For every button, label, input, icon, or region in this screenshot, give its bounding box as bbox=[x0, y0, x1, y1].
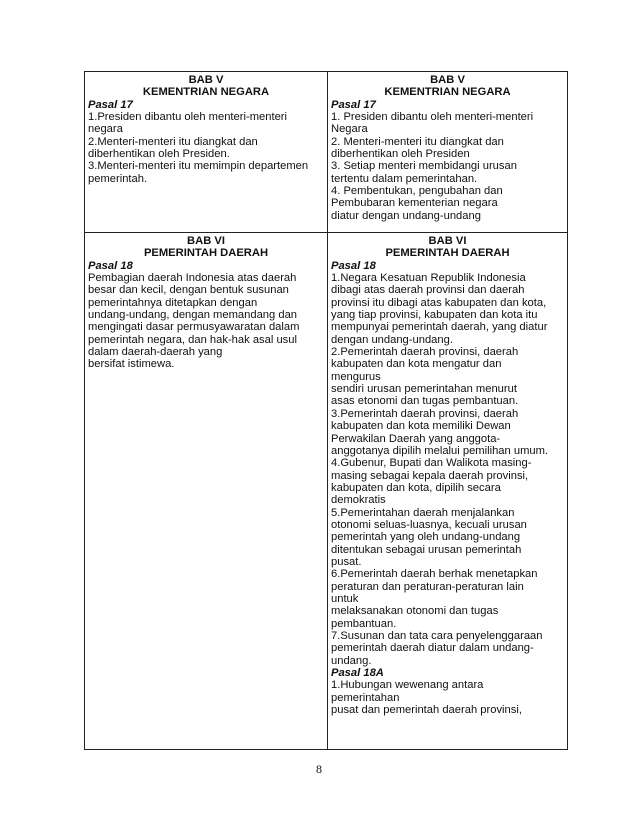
text-line: mempunyai pemerintah daerah, yang diatur bbox=[331, 321, 548, 334]
comparison-table bbox=[84, 71, 568, 750]
text-line: tertentu dalam pemerintahan. bbox=[331, 172, 478, 185]
chapter-title: KEMENTRIAN NEGARA bbox=[142, 86, 270, 99]
text-line: melaksanakan otonomi dan tugas bbox=[331, 605, 499, 618]
chapter-title: KEMENTRIAN NEGARA bbox=[384, 86, 511, 99]
text-line: dengan undang-undang. bbox=[331, 333, 453, 346]
text-line: 3.Menteri-menteri itu memimpin departemen bbox=[88, 160, 309, 173]
text-line: otonomi seluas-luasnya, kecuali urusan bbox=[331, 518, 527, 531]
text-line: bersifat istimewa. bbox=[88, 358, 175, 371]
text-line: 6.Pemerintah daerah berhak menetapkan bbox=[331, 568, 538, 581]
text-line: pemerintahnya ditetapkan dengan bbox=[88, 296, 258, 309]
text-line: kabupaten dan kota, dipilih secara bbox=[331, 481, 501, 494]
table-row bbox=[85, 233, 568, 750]
text-line: untuk bbox=[331, 592, 359, 605]
text-line: kabupaten dan kota mengatur dan bbox=[331, 358, 502, 371]
text-line: negara bbox=[88, 123, 123, 136]
text-line: pemerintah daerah diatur dalam undang- bbox=[331, 642, 534, 655]
right-cell bbox=[328, 72, 568, 233]
text-line: mengingati dasar permusyawaratan dalam bbox=[88, 321, 300, 334]
text-line: mengurus bbox=[331, 370, 381, 383]
text-line: pemerintah yang oleh undang-undang bbox=[331, 531, 521, 544]
text-line: 1.Hubungan wewenang antara bbox=[331, 679, 484, 692]
text-line: 4.Gubenur, Bupati dan Walikota masing- bbox=[331, 457, 532, 470]
article-heading: Pasal 17 bbox=[88, 98, 133, 111]
chapter-title: PEMERINTAH DAERAH bbox=[385, 247, 510, 260]
article-heading: Pasal 18 bbox=[331, 259, 376, 272]
chapter-number: BAB V bbox=[188, 74, 224, 86]
article-heading: Pasal 17 bbox=[331, 98, 376, 111]
text-line: 2.Pemerintah daerah provinsi, daerah bbox=[331, 346, 519, 359]
text-line: undang-undang, dengan memandang dan bbox=[88, 309, 298, 322]
article-text bbox=[331, 272, 564, 667]
text-line: undang. bbox=[331, 654, 372, 667]
text-line: provinsi itu dibagi atas kabupaten dan kota, bbox=[331, 296, 547, 309]
text-line: pusat. bbox=[331, 555, 362, 568]
chapter-title: PEMERINTAH DAERAH bbox=[143, 247, 269, 260]
article-text bbox=[331, 679, 564, 716]
text-line: diatur dengan undang-undang bbox=[331, 209, 481, 222]
right-cell bbox=[328, 233, 568, 750]
text-line: Perwakilan Daerah yang anggota- bbox=[331, 432, 501, 445]
text-line: pemerintahan bbox=[331, 691, 400, 704]
text-line: Pembagian daerah Indonesia atas daerah bbox=[88, 272, 297, 285]
article-text bbox=[88, 111, 324, 185]
text-line: anggotanya dipilih melalui pemilihan umum. bbox=[331, 444, 549, 457]
text-line: yang tiap provinsi, kabupaten dan kota itu bbox=[331, 309, 538, 322]
text-line: Pembubaran kementerian negara bbox=[331, 197, 498, 210]
text-line: 4. Pembentukan, pengubahan dan bbox=[331, 185, 503, 198]
text-line: 5.Pemerintahan daerah menjalankan bbox=[331, 506, 515, 519]
table-row bbox=[85, 72, 568, 233]
text-line: 2. Menteri-menteri itu diangkat dan bbox=[331, 135, 504, 148]
chapter-number: BAB VI bbox=[428, 235, 467, 247]
text-line: 7.Susunan dan tata cara penyelenggaraan bbox=[331, 630, 543, 642]
text-line: 1.Negara Kesatuan Republik Indonesia bbox=[331, 272, 526, 285]
text-line: dalam daerah-daerah yang bbox=[88, 346, 223, 359]
text-line: diberhentikan oleh Presiden bbox=[331, 148, 470, 161]
left-cell bbox=[85, 72, 328, 233]
chapter-number: BAB VI bbox=[187, 235, 225, 247]
text-line: 1. Presiden dibantu oleh menteri-menteri bbox=[331, 111, 534, 124]
text-line: 3.Pemerintah daerah provinsi, daerah bbox=[331, 407, 519, 420]
text-line: asas etonomi dan tugas pembantuan. bbox=[331, 395, 519, 408]
text-line: 2.Menteri-menteri itu diangkat dan bbox=[88, 135, 258, 148]
text-line: diberhentikan oleh Presiden. bbox=[88, 148, 230, 161]
text-line: ditentukan sebagai urusan pemerintah bbox=[331, 543, 522, 556]
text-line: besar dan kecil, dengan bentuk susunan bbox=[88, 284, 289, 297]
page-number: 8 bbox=[316, 762, 322, 776]
text-line: masing sebagai kepala daerah provinsi, bbox=[331, 469, 529, 482]
left-cell bbox=[85, 233, 328, 750]
text-line: pembantuan. bbox=[331, 617, 397, 630]
text-line: 3. Setiap menteri membidangi urusan bbox=[331, 160, 517, 173]
text-line: demokratis bbox=[331, 494, 386, 507]
chapter-number: BAB V bbox=[430, 74, 465, 86]
text-line: peraturan dan peraturan-peraturan lain bbox=[331, 580, 524, 593]
article-text bbox=[331, 111, 564, 222]
article-text bbox=[88, 272, 324, 371]
text-line: pemerintah negara, dan hak-hak asal usul bbox=[88, 333, 297, 346]
text-line: Negara bbox=[331, 123, 368, 136]
text-line: dibagi atas daerah provinsi dan daerah bbox=[331, 284, 525, 297]
text-line: sendiri urusan pemerintahan menurut bbox=[331, 383, 517, 396]
text-line: pusat dan pemerintah daerah provinsi, bbox=[331, 704, 522, 717]
text-line: pemerintah. bbox=[88, 172, 148, 185]
article-heading: Pasal 18A bbox=[331, 667, 384, 680]
text-line: kabupaten dan kota memiliki Dewan bbox=[331, 420, 511, 433]
text-line: 1.Presiden dibantu oleh menteri-menteri bbox=[88, 111, 287, 124]
article-heading: Pasal 18 bbox=[88, 259, 133, 272]
